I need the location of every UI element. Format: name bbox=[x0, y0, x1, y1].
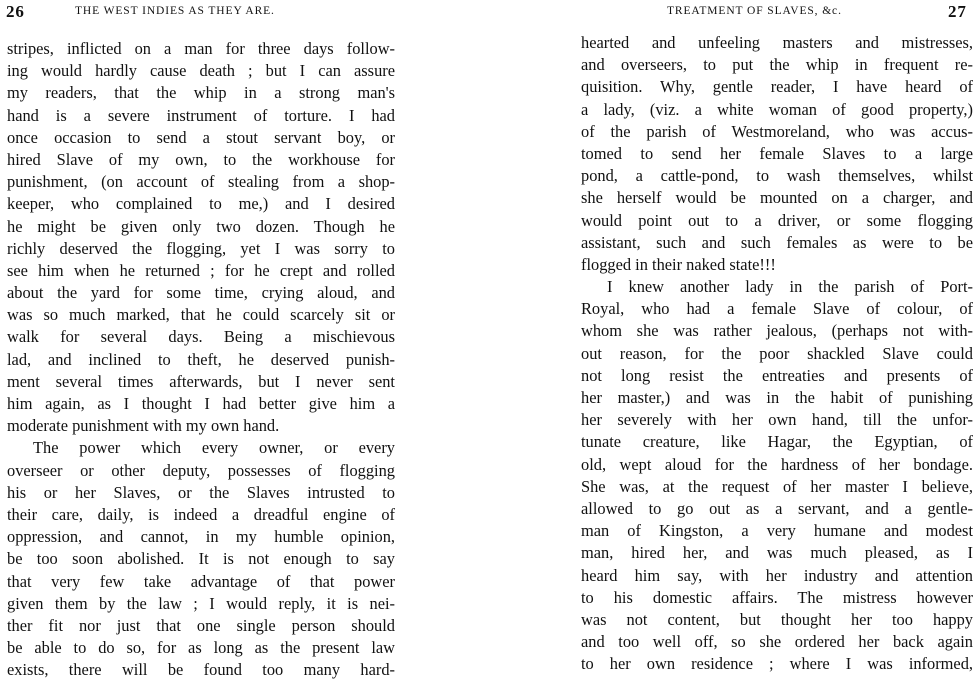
text-line: of the parish of Westmoreland, who was accus- bbox=[581, 121, 973, 141]
text-line: quisition. Why, gentle reader, I have heard of bbox=[581, 77, 973, 97]
left-page-text bbox=[7, 38, 395, 681]
text-line: to his domestic affairs. The mistress however bbox=[581, 587, 973, 607]
text-line: his or her Slaves, or the Slaves intrusted to bbox=[7, 482, 395, 502]
text-line: moderate punishment with my own hand. bbox=[7, 416, 280, 436]
text-line: She was, at the request of her master I believe, bbox=[581, 476, 973, 496]
text-line: keeper, who complained to me,) and I desired bbox=[7, 194, 395, 214]
text-line: she herself would be mounted on a charger, and bbox=[581, 188, 973, 208]
text-line: tunate creature, like Hagar, the Egyptian, of bbox=[581, 432, 973, 452]
text-line: stripes, inflicted on a man for three days follow- bbox=[7, 39, 395, 58]
text-line: ment several times afterwards, but I never sent bbox=[7, 371, 395, 391]
text-line: to her own residence ; where I was informed, bbox=[581, 654, 973, 674]
text-line: be too soon abolished. It is not enough to say bbox=[7, 549, 395, 569]
text-line: Royal, who had a female Slave of colour, of bbox=[581, 299, 973, 319]
left-page bbox=[0, 0, 440, 680]
text-line: whom she was rather jealous, (perhaps not with- bbox=[581, 321, 973, 341]
text-line: her severely with her own hand, till the unfor- bbox=[581, 410, 973, 430]
text-line: flogged in their naked state!!! bbox=[581, 254, 776, 274]
text-line: and too well off, so she ordered her back again bbox=[581, 632, 973, 652]
text-line: pond, a cattle-pond, to wash themselves, whilst bbox=[581, 166, 973, 186]
left-running-head: THE WEST INDIES AS THEY ARE. bbox=[75, 5, 275, 17]
text-line: hearted and unfeeling masters and mistresses, bbox=[581, 33, 973, 52]
text-line: their care, daily, is indeed a dreadful engine of bbox=[7, 504, 395, 524]
text-line: I knew another lady in the parish of Port- bbox=[607, 277, 973, 297]
text-line: hand is a severe instrument of torture. I had bbox=[7, 105, 395, 125]
text-line: was so much marked, that he could scarcely sit or bbox=[7, 305, 395, 325]
text-line: he might be given only two dozen. Though he bbox=[7, 216, 395, 236]
text-line: punishment, (on account of stealing from a shop- bbox=[7, 172, 395, 192]
text-line: allowed to go out as a servant, and a gentle- bbox=[581, 498, 973, 518]
text-line: lad, and inclined to theft, he deserved punish- bbox=[7, 349, 395, 369]
text-line: that very few take advantage of that power bbox=[7, 571, 395, 591]
text-line: not long resist the entreaties and presents of bbox=[581, 365, 973, 385]
text-line: my readers, that the whip in a strong man's bbox=[7, 83, 395, 103]
text-line: overseer or other deputy, possesses of flogging bbox=[7, 460, 395, 480]
text-line: ther fit nor just that one single person should bbox=[7, 615, 395, 635]
right-page bbox=[470, 0, 980, 674]
text-line: ing would hardly cause death ; but I can assure bbox=[7, 61, 395, 81]
text-line: oppression, and cannot, in my humble opinion, bbox=[7, 527, 395, 547]
text-line: about the yard for some time, crying aloud, and bbox=[7, 283, 395, 303]
text-line: richly deserved the flogging, yet I was sorry to bbox=[7, 238, 395, 258]
text-line: man of Kingston, a very humane and modest bbox=[581, 521, 973, 541]
text-line: a lady, (viz. a white woman of good property,) bbox=[581, 99, 973, 119]
text-line: heard him say, with her industry and attention bbox=[581, 565, 973, 585]
text-line: The power which every owner, or every bbox=[33, 438, 395, 458]
text-line: man, hired her, and was much pleased, as I bbox=[581, 543, 973, 563]
text-line: tomed to send her female Slaves to a large bbox=[581, 143, 973, 163]
text-line: hired Slave of my own, to the workhouse for bbox=[7, 149, 395, 169]
text-line: exists, there will be found too many hard- bbox=[7, 660, 395, 680]
text-line: was not content, but thought her too happy bbox=[581, 609, 973, 629]
text-line: walk for several days. Being a mischievous bbox=[7, 327, 395, 347]
right-page-text bbox=[581, 32, 973, 675]
text-line: once occasion to send a stout servant boy, or bbox=[7, 127, 395, 147]
text-line: her master,) and was in the habit of punishing bbox=[581, 388, 973, 407]
right-page-number: 27 bbox=[948, 2, 967, 21]
text-line: and overseers, to put the whip in frequent re- bbox=[581, 55, 973, 75]
text-line: him again, as I thought I had better give him a bbox=[7, 394, 395, 413]
text-line: out reason, for the poor shackled Slave could bbox=[581, 343, 973, 363]
text-line: assistant, such and such females as were to be bbox=[581, 232, 973, 252]
text-line: would point out to a driver, or some flogging bbox=[581, 210, 973, 230]
left-page-number: 26 bbox=[6, 2, 25, 21]
text-line: given them by the law ; I would reply, it is nei- bbox=[7, 593, 395, 613]
text-line: see him when he returned ; for he crept and rolled bbox=[7, 260, 395, 280]
text-line: old, wept aloud for the hardness of her bondage. bbox=[581, 454, 973, 474]
right-running-head: TREATMENT OF SLAVES, &c. bbox=[667, 5, 842, 17]
text-line: be able to do so, for as long as the present law bbox=[7, 638, 395, 658]
